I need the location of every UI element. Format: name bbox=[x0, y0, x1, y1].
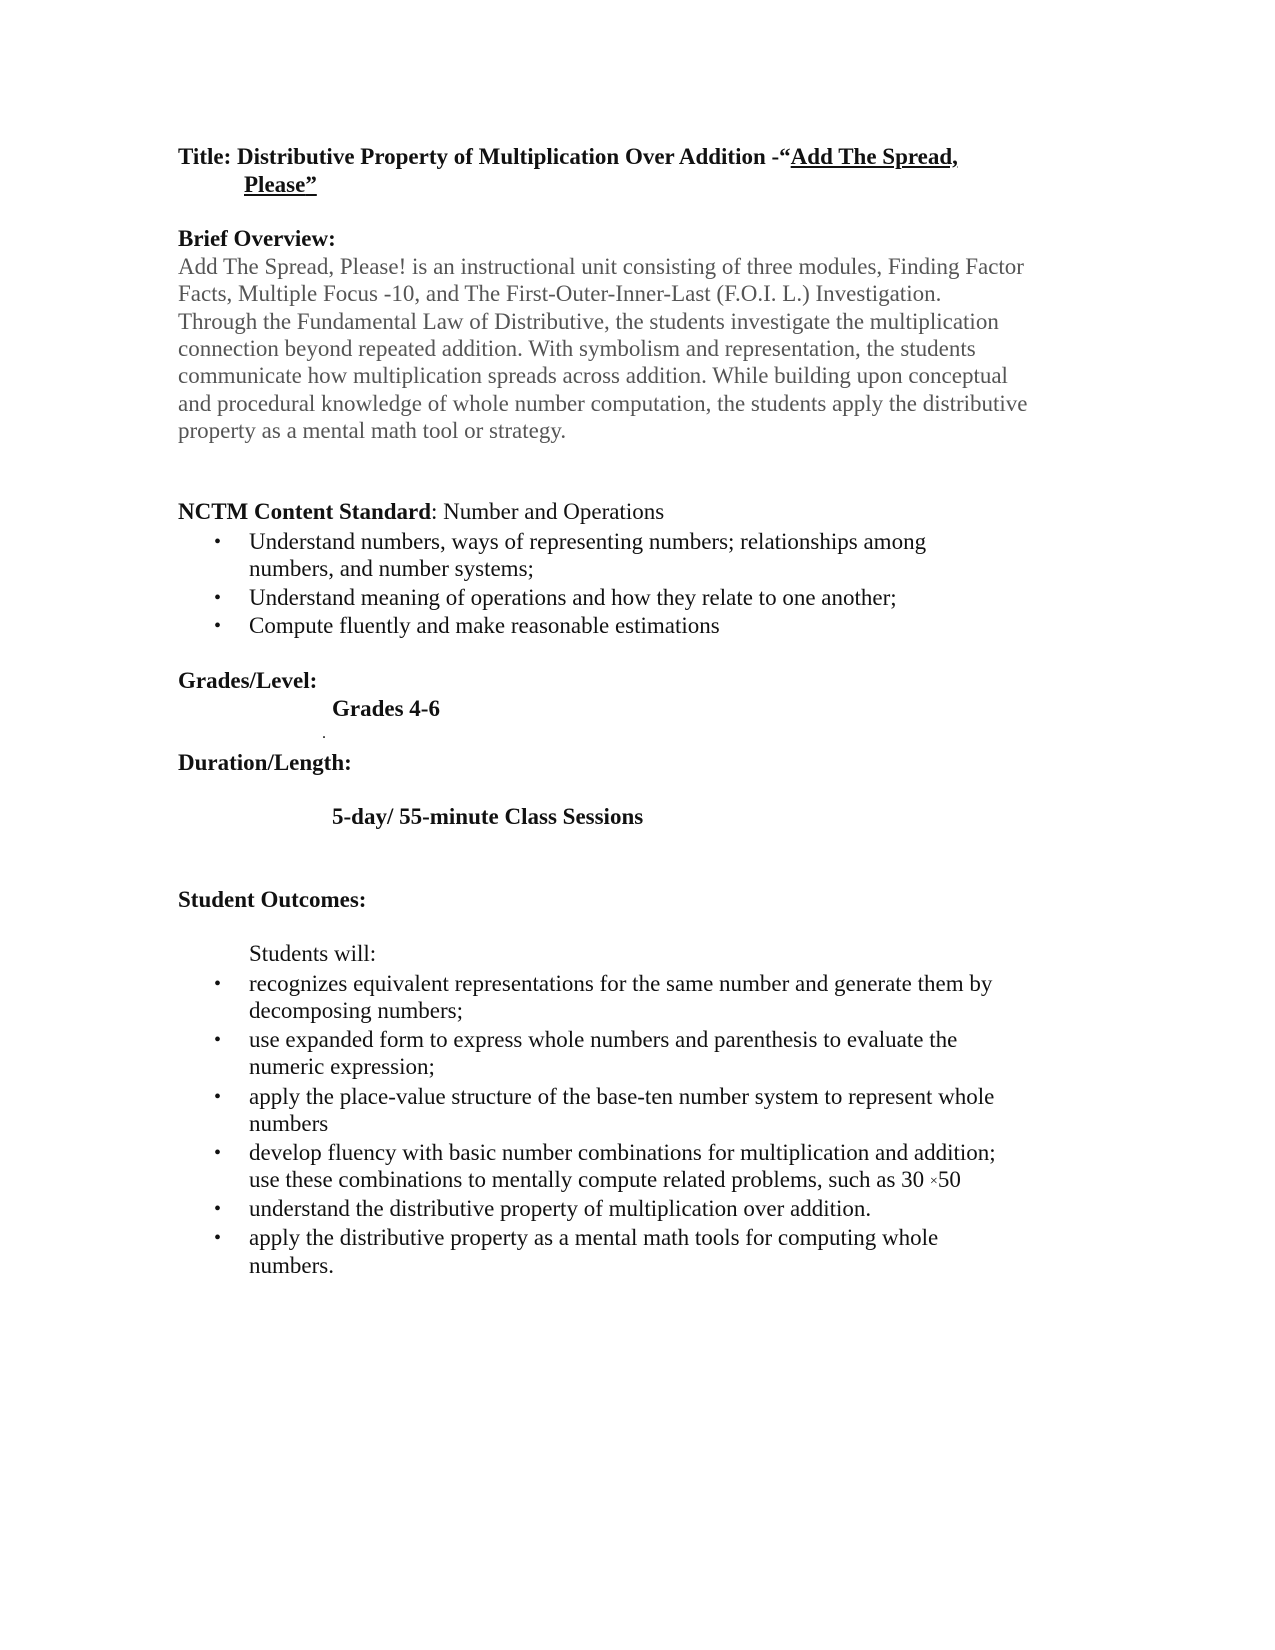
bullet-icon: • bbox=[214, 1142, 222, 1164]
standard-bullet-line: Understand numbers, ways of representing numbers; relationships among bbox=[249, 529, 927, 554]
outcome-bullet-text: use these combinations to mentally compute related problems, such as 30 bbox=[249, 1167, 925, 1192]
overview-line: connection beyond repeated addition. With symbolism and representation, the students bbox=[178, 336, 976, 361]
outcome-bullet-line: numeric expression; bbox=[249, 1054, 435, 1079]
standard-heading-line bbox=[178, 498, 664, 526]
outcome-bullet-line: apply the distributive property as a mental math tools for computing whole bbox=[249, 1225, 939, 1250]
document-title-line2 bbox=[244, 171, 317, 199]
title-closing-quote: ” bbox=[305, 172, 317, 197]
outcome-bullet-line: recognizes equivalent representations for the same number and generate them by bbox=[249, 971, 993, 996]
overview-line: Through the Fundamental Law of Distributive, the students investigate the multiplication bbox=[178, 309, 999, 334]
title-label: Title: bbox=[178, 144, 232, 169]
duration-heading: Duration/Length: bbox=[178, 750, 352, 775]
outcome-bullet-line: numbers. bbox=[249, 1253, 334, 1278]
document-title-line1 bbox=[178, 143, 958, 171]
outcome-bullet-line: decomposing numbers; bbox=[249, 998, 463, 1023]
times-operand: 50 bbox=[937, 1167, 961, 1192]
overview-line: Add The Spread, Please! is an instructional unit consisting of three modules, Finding Factor bbox=[178, 254, 1024, 279]
bullet-icon: • bbox=[214, 615, 222, 637]
standard-value: : Number and Operations bbox=[431, 499, 665, 524]
outcomes-intro: Students will: bbox=[249, 941, 377, 966]
standard-bullet-line: Compute fluently and make reasonable estimations bbox=[249, 613, 720, 638]
standard-bullet-line: numbers, and number systems; bbox=[249, 556, 534, 581]
title-text: Distributive Property of Multiplication Over Addition -“ bbox=[236, 144, 791, 169]
overview-line: and procedural knowledge of whole number computation, the students apply the distributive bbox=[178, 391, 1028, 416]
overview-heading: Brief Overview: bbox=[178, 226, 336, 251]
bullet-icon: • bbox=[214, 587, 222, 609]
standard-bullet-line: Understand meaning of operations and how they relate to one another; bbox=[249, 585, 897, 610]
outcome-bullet-line: numbers bbox=[249, 1111, 329, 1136]
title-underlined-part1: Add The Spread, bbox=[790, 144, 958, 169]
standard-heading: NCTM Content Standard bbox=[178, 499, 432, 524]
outcome-bullet-line: understand the distributive property of multiplication over addition. bbox=[249, 1196, 872, 1221]
bullet-icon: • bbox=[214, 1227, 222, 1249]
outcome-bullet-line-with-math bbox=[249, 1166, 961, 1196]
duration-value: 5-day/ 55-minute Class Sessions bbox=[332, 804, 644, 829]
overview-line: property as a mental math tool or strategy. bbox=[178, 418, 567, 443]
overview-line: Facts, Multiple Focus -10, and The First-Outer-Inner-Last (F.O.I. L.) Investigation. bbox=[178, 281, 942, 306]
outcomes-heading: Student Outcomes: bbox=[178, 887, 367, 912]
grades-value: Grades 4-6 bbox=[332, 696, 440, 721]
bullet-icon: • bbox=[214, 531, 222, 553]
outcome-bullet-line: develop fluency with basic number combinations for multiplication and addition; bbox=[249, 1140, 996, 1165]
outcome-bullet-line: use expanded form to express whole numbers and parenthesis to evaluate the bbox=[249, 1027, 958, 1052]
bullet-icon: • bbox=[214, 1086, 222, 1108]
title-underlined-part2: Please bbox=[244, 172, 306, 197]
stray-dot: . bbox=[322, 725, 326, 742]
bullet-icon: • bbox=[214, 1029, 222, 1051]
times-icon: × bbox=[929, 1174, 938, 1189]
outcome-bullet-line: apply the place-value structure of the base-ten number system to represent whole bbox=[249, 1084, 995, 1109]
overview-line: communicate how multiplication spreads across addition. While building upon conceptual bbox=[178, 363, 1008, 388]
grades-heading: Grades/Level: bbox=[178, 668, 318, 693]
bullet-icon: • bbox=[214, 973, 222, 995]
bullet-icon: • bbox=[214, 1198, 222, 1220]
